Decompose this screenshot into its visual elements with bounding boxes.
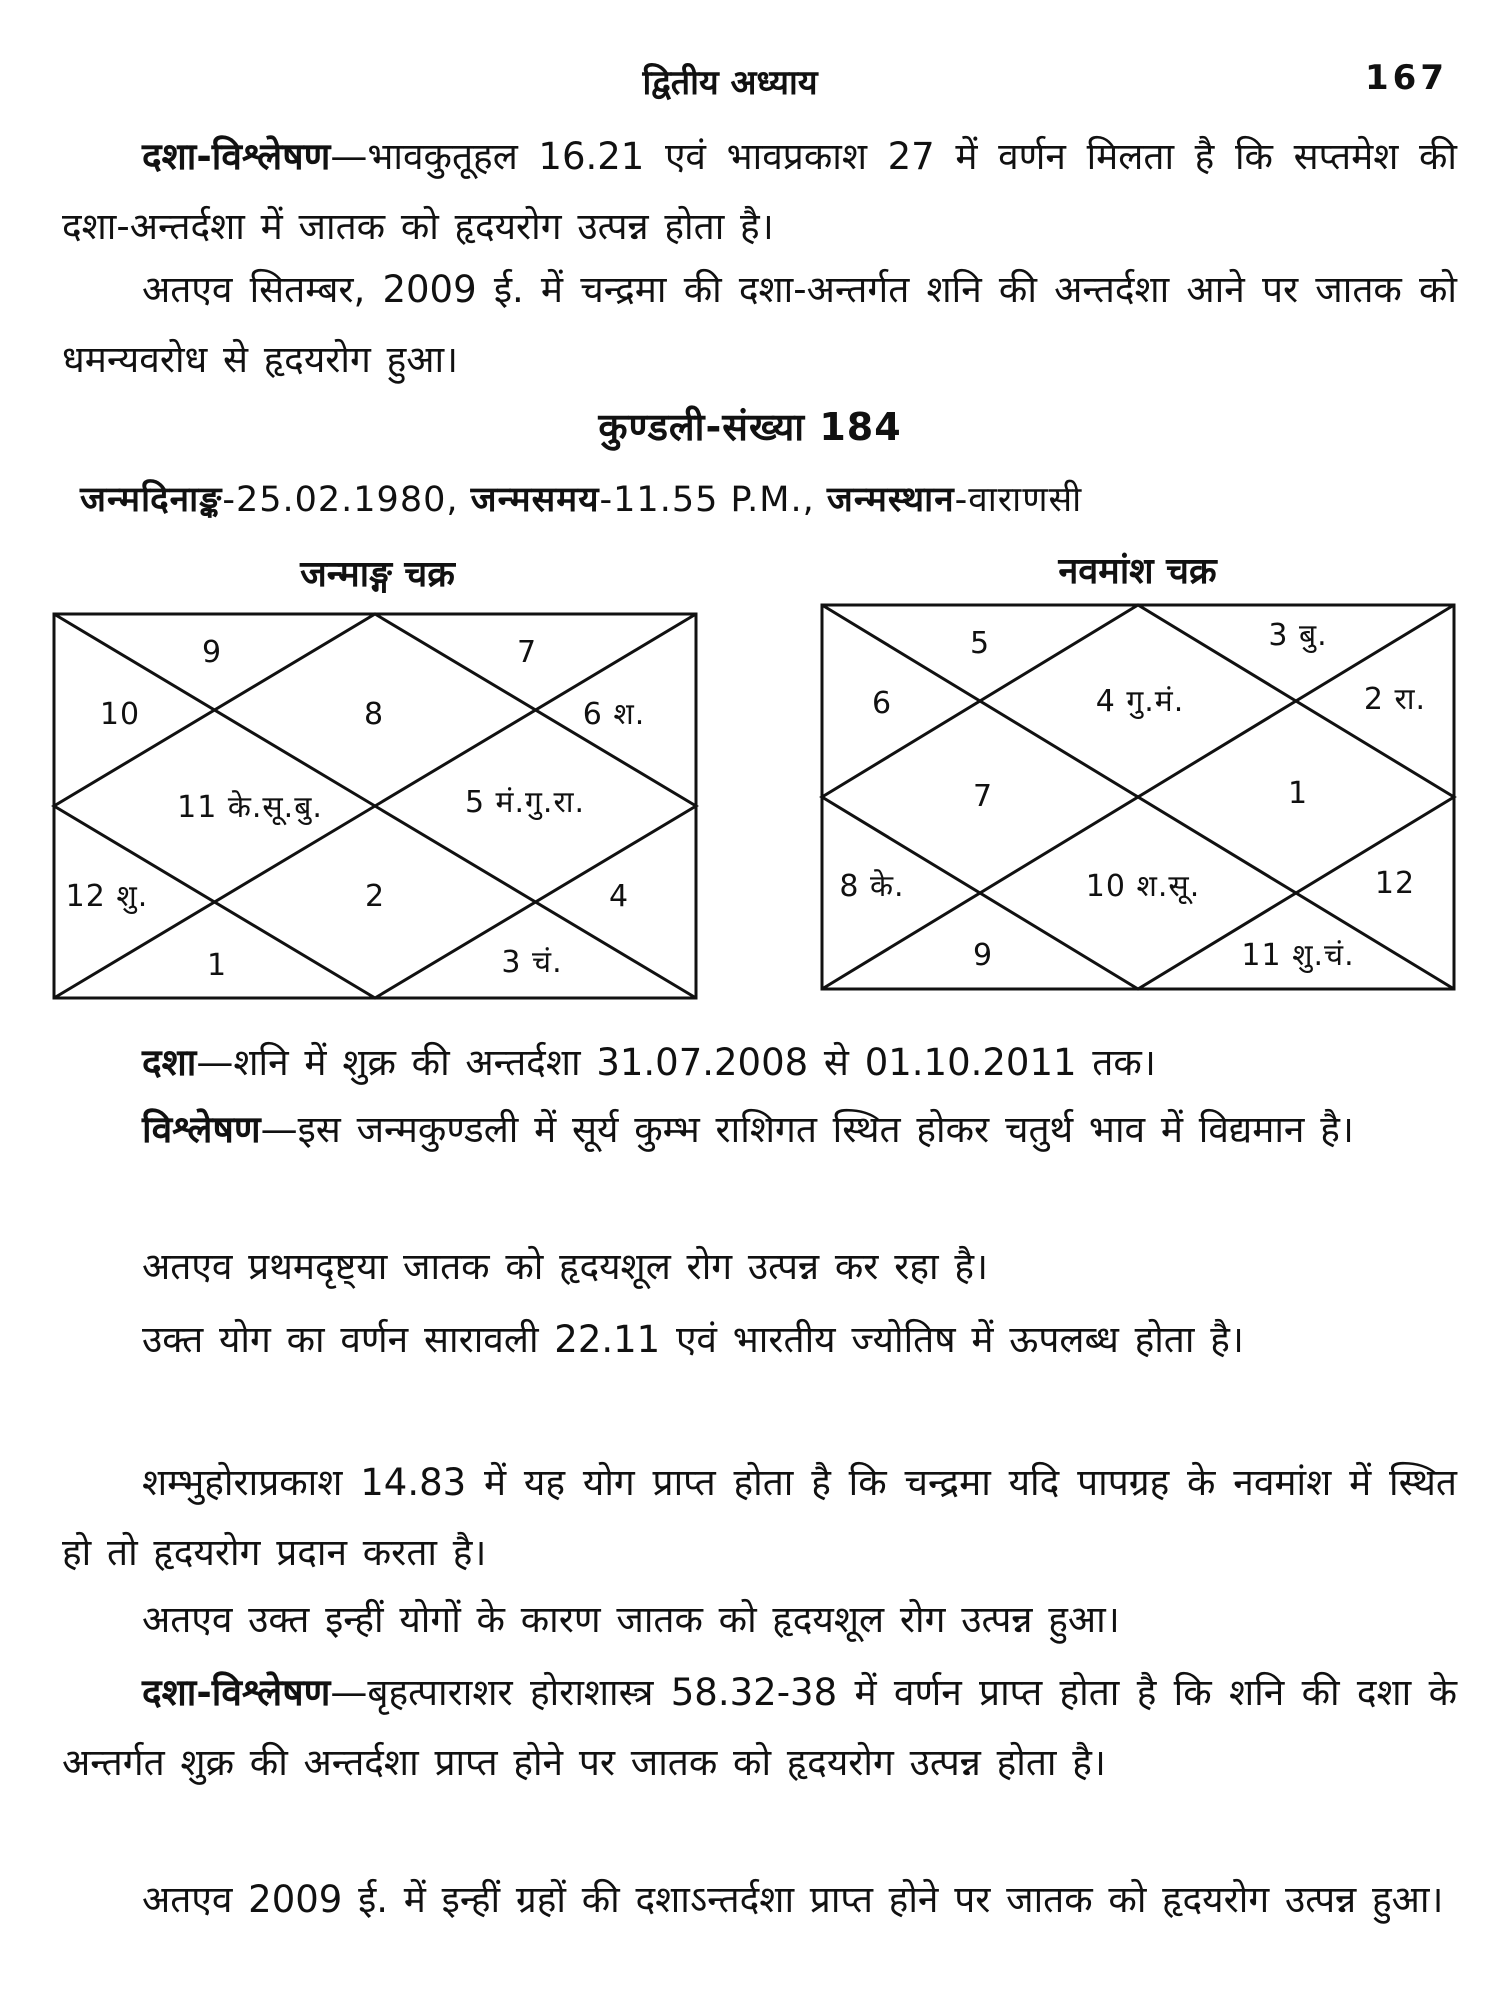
house-top-left: 9 <box>201 635 223 670</box>
tob-value: -11.55 P.M., <box>599 480 827 520</box>
paragraph-analysis <box>62 1095 1457 1165</box>
birth-details <box>80 475 1480 522</box>
paragraph-conclusion-1 <box>62 255 1457 395</box>
paragraph-conclusion-2 <box>62 1585 1457 1655</box>
house-left-bottom: 8 के. <box>839 869 905 904</box>
navamsha-chart <box>820 603 1456 991</box>
dob-label: जन्मदिनाङ्क <box>80 480 223 520</box>
house-center-left: 11 के.सू.बु. <box>177 790 323 825</box>
page-number: 167 <box>1365 58 1448 98</box>
paragraph-text: अतएव उक्त इन्हीं योगों के कारण जातक को हृदयशूल रोग उत्पन्न हुआ। <box>142 1598 1120 1641</box>
house-center-right: 1 <box>1287 776 1309 811</box>
house-center-right: 5 मं.गु.रा. <box>464 785 586 820</box>
paragraph-text: —इस जन्मकुण्डली में सूर्य कुम्भ राशिगत स्थित होकर चतुर्थ भाव में विद्यमान है। <box>260 1108 1354 1151</box>
paragraph-prima-facie <box>62 1232 1457 1302</box>
house-right-bottom: 4 <box>608 879 630 914</box>
paragraph-lead: दशा-विश्लेषण <box>142 135 331 178</box>
house-center-top: 8 <box>363 697 385 732</box>
paragraph-conclusion-3 <box>62 1865 1457 1935</box>
paragraph-shambhuhora <box>62 1448 1457 1588</box>
paragraph-text: उक्त योग का वर्णन सारावली 22.11 एवं भारतीय ज्योतिष में ऊपलब्ध होता है। <box>142 1318 1244 1361</box>
paragraph-saravali <box>62 1305 1457 1375</box>
house-bottom-left: 1 <box>206 948 228 983</box>
house-top-left: 5 <box>969 626 991 661</box>
dob-value: -25.02.1980, <box>222 480 471 520</box>
house-right-top: 2 रा. <box>1363 682 1427 717</box>
chapter-title: द्वितीय अध्याय <box>642 63 818 103</box>
house-left-bottom: 12 शु. <box>65 879 149 914</box>
tob-label: जन्मसमय <box>470 480 600 520</box>
house-center-bottom: 10 श.सू. <box>1085 869 1201 904</box>
janmang-chart-title: जन्माङ्ग चक्र <box>300 554 455 595</box>
house-left-top: 6 <box>871 686 893 721</box>
house-right-top: 6 श. <box>582 697 646 732</box>
house-center-left: 7 <box>972 779 994 814</box>
house-bottom-right: 11 शु.चं. <box>1241 938 1355 973</box>
paragraph-dasha-analysis-1 <box>62 122 1457 262</box>
house-top-right: 3 बु. <box>1268 618 1328 653</box>
paragraph-lead: दशा-विश्लेषण <box>142 1671 331 1714</box>
house-center-bottom: 2 <box>364 879 386 914</box>
paragraph-dasha-analysis-2 <box>62 1658 1457 1798</box>
house-bottom-left: 9 <box>972 938 994 973</box>
house-top-right: 7 <box>516 635 538 670</box>
house-right-bottom: 12 <box>1374 866 1416 901</box>
janmang-chart <box>52 612 698 1000</box>
house-left-top: 10 <box>99 697 141 732</box>
navamsha-chart-title: नवमांश चक्र <box>1058 551 1217 592</box>
paragraph-lead: दशा <box>142 1041 197 1084</box>
paragraph-text: अतएव प्रथमदृष्ट्या जातक को हृदयशूल रोग उत्पन्न कर रहा है। <box>142 1245 988 1288</box>
paragraph-text: —भावकुतूहल 16.21 एवं भावप्रकाश 27 में वर्णन मिलता है कि सप्तमेश की दशा-अन्तर्दशा में जातक को हृदयरोग उत्पन्न होता है। <box>62 135 1457 248</box>
pob-label: जन्मस्थान <box>826 480 955 520</box>
kundli-number-title: कुण्डली-संख्या 184 <box>598 405 902 449</box>
pob-value: -वाराणसी <box>954 480 1083 520</box>
paragraph-text: —बृहत्पाराशर होराशास्त्र 58.32-38 में वर्णन प्राप्त होता है कि शनि की दशा के अन्तर्गत शुक्र की अन्तर्दशा प्राप्त होने पर जातक को हृदयरोग उत्पन्न होता है। <box>62 1671 1457 1784</box>
paragraph-text: —शनि में शुक्र की अन्तर्दशा 31.07.2008 से 01.10.2011 तक। <box>196 1041 1156 1084</box>
paragraph-dasha <box>62 1028 1457 1098</box>
paragraph-lead: विश्लेषण <box>142 1108 261 1151</box>
house-bottom-right: 3 चं. <box>501 945 563 980</box>
paragraph-text: अतएव सितम्बर, 2009 ई. में चन्द्रमा की दशा-अन्तर्गत शनि की अन्तर्दशा आने पर जातक को धमन्यवरोध से हृदयरोग हुआ। <box>62 268 1457 381</box>
house-center-top: 4 गु.मं. <box>1095 684 1185 719</box>
paragraph-text: अतएव 2009 ई. में इन्हीं ग्रहों की दशाऽन्तर्दशा प्राप्त होने पर जातक को हृदयरोग उत्पन्न हुआ। <box>142 1878 1444 1921</box>
paragraph-text: शम्भुहोराप्रकाश 14.83 में यह योग प्राप्त होता है कि चन्द्रमा यदि पापग्रह के नवमांश में स्थित हो तो हृदयरोग प्रदान करता है। <box>62 1461 1457 1574</box>
